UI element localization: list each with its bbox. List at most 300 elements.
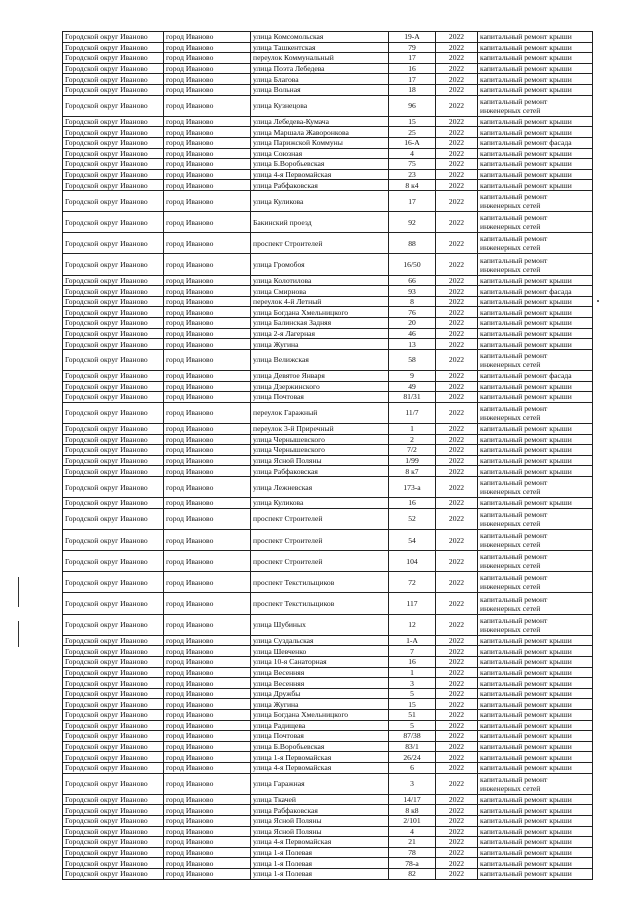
city-cell: город Иваново xyxy=(164,826,251,837)
district-cell: Городской округ Иваново xyxy=(63,63,164,74)
year-cell: 2022 xyxy=(436,667,478,678)
city-cell: город Иваново xyxy=(164,731,251,742)
house-number-cell: 16 xyxy=(389,657,436,668)
table-row xyxy=(63,815,593,826)
table-row xyxy=(63,688,593,699)
city-cell: город Иваново xyxy=(164,180,251,191)
city-cell: город Иваново xyxy=(164,720,251,731)
street-cell: улица Жугина xyxy=(251,339,389,350)
year-cell: 2022 xyxy=(436,731,478,742)
repair-type-cell: капитальный ремонт инженерных сетей xyxy=(478,572,593,593)
repair-type-cell: капитальный ремонт инженерных сетей xyxy=(478,476,593,497)
table-row xyxy=(63,710,593,721)
street-cell: улица Шевченко xyxy=(251,646,389,657)
city-cell: город Иваново xyxy=(164,858,251,869)
house-number-cell: 11/7 xyxy=(389,402,436,423)
district-cell: Городской округ Иваново xyxy=(63,699,164,710)
table-row xyxy=(63,858,593,869)
repair-type-cell: капитальный ремонт крыши xyxy=(478,328,593,339)
table-row xyxy=(63,529,593,550)
district-cell: Городской округ Иваново xyxy=(63,53,164,64)
city-cell: город Иваново xyxy=(164,455,251,466)
repair-type-cell: капитальный ремонт крыши xyxy=(478,275,593,286)
repair-type-cell: капитальный ремонт крыши xyxy=(478,296,593,307)
table-row xyxy=(63,116,593,127)
repair-type-cell: капитальный ремонт крыши xyxy=(478,815,593,826)
street-cell: улица Балинская Задняя xyxy=(251,318,389,329)
street-cell: Бакинский проезд xyxy=(251,212,389,233)
year-cell: 2022 xyxy=(436,710,478,721)
table-row xyxy=(63,296,593,307)
table-row xyxy=(63,773,593,794)
scan-dot xyxy=(597,300,599,302)
district-cell: Городской округ Иваново xyxy=(63,445,164,456)
district-cell: Городской округ Иваново xyxy=(63,307,164,318)
district-cell: Городской округ Иваново xyxy=(63,868,164,879)
city-cell: город Иваново xyxy=(164,614,251,635)
repair-type-cell: капитальный ремонт инженерных сетей xyxy=(478,593,593,614)
house-number-cell: 16 xyxy=(389,63,436,74)
house-number-cell: 3 xyxy=(389,773,436,794)
street-cell: улица Смирнова xyxy=(251,286,389,297)
year-cell: 2022 xyxy=(436,805,478,816)
table-row xyxy=(63,635,593,646)
repair-type-cell: капитальный ремонт крыши xyxy=(478,169,593,180)
street-cell: проспект Строителей xyxy=(251,529,389,550)
city-cell: город Иваново xyxy=(164,657,251,668)
year-cell: 2022 xyxy=(436,371,478,382)
year-cell: 2022 xyxy=(436,74,478,85)
repair-type-cell: капитальный ремонт крыши xyxy=(478,53,593,64)
repair-type-cell: капитальный ремонт крыши xyxy=(478,381,593,392)
table-row xyxy=(63,53,593,64)
table-row xyxy=(63,667,593,678)
table-row xyxy=(63,42,593,53)
table-row xyxy=(63,498,593,509)
table-row xyxy=(63,402,593,423)
house-number-cell: 16/50 xyxy=(389,254,436,275)
district-cell: Городской округ Иваново xyxy=(63,498,164,509)
city-cell: город Иваново xyxy=(164,190,251,211)
district-cell: Городской округ Иваново xyxy=(63,752,164,763)
district-cell: Городской округ Иваново xyxy=(63,84,164,95)
city-cell: город Иваново xyxy=(164,95,251,116)
city-cell: город Иваново xyxy=(164,159,251,170)
repair-type-cell: капитальный ремонт крыши xyxy=(478,445,593,456)
year-cell: 2022 xyxy=(436,42,478,53)
street-cell: улица Рабфаковская xyxy=(251,466,389,477)
table-row xyxy=(63,318,593,329)
house-number-cell: 23 xyxy=(389,169,436,180)
city-cell: город Иваново xyxy=(164,837,251,848)
table-row xyxy=(63,371,593,382)
scan-mark xyxy=(18,577,19,607)
street-cell: улица Радищева xyxy=(251,720,389,731)
year-cell: 2022 xyxy=(436,402,478,423)
table-row xyxy=(63,190,593,211)
street-cell: улица Громобоя xyxy=(251,254,389,275)
table-row xyxy=(63,212,593,233)
repair-type-cell: капитальный ремонт крыши xyxy=(478,805,593,816)
house-number-cell: 173-а xyxy=(389,476,436,497)
district-cell: Городской округ Иваново xyxy=(63,392,164,403)
district-cell: Городской округ Иваново xyxy=(63,116,164,127)
district-cell: Городской округ Иваново xyxy=(63,159,164,170)
district-cell: Городской округ Иваново xyxy=(63,762,164,773)
repair-type-cell: капитальный ремонт крыши xyxy=(478,635,593,646)
street-cell: улица Суздальская xyxy=(251,635,389,646)
repair-type-cell: капитальный ремонт инженерных сетей xyxy=(478,254,593,275)
house-number-cell: 9 xyxy=(389,371,436,382)
street-cell: улица Гаражная xyxy=(251,773,389,794)
table-row xyxy=(63,63,593,74)
street-cell: улица Благова xyxy=(251,74,389,85)
district-cell: Городской округ Иваново xyxy=(63,476,164,497)
district-cell: Городской округ Иваново xyxy=(63,667,164,678)
district-cell: Городской округ Иваново xyxy=(63,773,164,794)
year-cell: 2022 xyxy=(436,773,478,794)
city-cell: город Иваново xyxy=(164,688,251,699)
street-cell: улица Весенняя xyxy=(251,678,389,689)
year-cell: 2022 xyxy=(436,815,478,826)
house-number-cell: 117 xyxy=(389,593,436,614)
street-cell: улица Чернышевского xyxy=(251,445,389,456)
house-number-cell: 72 xyxy=(389,572,436,593)
city-cell: город Иваново xyxy=(164,381,251,392)
street-cell: улица Ткачей xyxy=(251,794,389,805)
house-number-cell: 5 xyxy=(389,720,436,731)
table-row xyxy=(63,32,593,43)
house-number-cell: 12 xyxy=(389,614,436,635)
street-cell: улица Вольная xyxy=(251,84,389,95)
street-cell: улица Жугина xyxy=(251,699,389,710)
district-cell: Городской округ Иваново xyxy=(63,434,164,445)
district-cell: Городской округ Иваново xyxy=(63,720,164,731)
table-row xyxy=(63,349,593,370)
city-cell: город Иваново xyxy=(164,32,251,43)
street-cell: переулок 4-й Летный xyxy=(251,296,389,307)
house-number-cell: 26/24 xyxy=(389,752,436,763)
city-cell: город Иваново xyxy=(164,466,251,477)
district-cell: Городской округ Иваново xyxy=(63,508,164,529)
district-cell: Городской округ Иваново xyxy=(63,826,164,837)
district-cell: Городской округ Иваново xyxy=(63,614,164,635)
city-cell: город Иваново xyxy=(164,868,251,879)
repair-type-cell: капитальный ремонт крыши xyxy=(478,741,593,752)
year-cell: 2022 xyxy=(436,233,478,254)
year-cell: 2022 xyxy=(436,508,478,529)
street-cell: улица Ташкентская xyxy=(251,42,389,53)
house-number-cell: 54 xyxy=(389,529,436,550)
house-number-cell: 52 xyxy=(389,508,436,529)
table-row xyxy=(63,381,593,392)
house-number-cell: 16-А xyxy=(389,137,436,148)
year-cell: 2022 xyxy=(436,847,478,858)
street-cell: улица 4-я Первомайская xyxy=(251,762,389,773)
house-number-cell: 81/31 xyxy=(389,392,436,403)
year-cell: 2022 xyxy=(436,593,478,614)
house-number-cell: 82 xyxy=(389,868,436,879)
street-cell: улица Кузнецова xyxy=(251,95,389,116)
street-cell: улица Почтовая xyxy=(251,392,389,403)
street-cell: улица Куликова xyxy=(251,190,389,211)
street-cell: переулок Гаражный xyxy=(251,402,389,423)
city-cell: город Иваново xyxy=(164,773,251,794)
table-row xyxy=(63,455,593,466)
year-cell: 2022 xyxy=(436,212,478,233)
year-cell: 2022 xyxy=(436,752,478,763)
year-cell: 2022 xyxy=(436,455,478,466)
street-cell: переулок Коммунальный xyxy=(251,53,389,64)
year-cell: 2022 xyxy=(436,635,478,646)
city-cell: город Иваново xyxy=(164,635,251,646)
table-row xyxy=(63,328,593,339)
table-row xyxy=(63,275,593,286)
table-row xyxy=(63,339,593,350)
district-cell: Городской округ Иваново xyxy=(63,127,164,138)
repair-type-cell: капитальный ремонт инженерных сетей xyxy=(478,529,593,550)
district-cell: Городской округ Иваново xyxy=(63,190,164,211)
year-cell: 2022 xyxy=(436,307,478,318)
year-cell: 2022 xyxy=(436,275,478,286)
year-cell: 2022 xyxy=(436,296,478,307)
table-row xyxy=(63,551,593,572)
district-cell: Городской округ Иваново xyxy=(63,137,164,148)
house-number-cell: 8 к8 xyxy=(389,805,436,816)
table-row xyxy=(63,678,593,689)
repair-type-cell: капитальный ремонт инженерных сетей xyxy=(478,190,593,211)
house-number-cell: 19-А xyxy=(389,32,436,43)
year-cell: 2022 xyxy=(436,762,478,773)
city-cell: город Иваново xyxy=(164,286,251,297)
street-cell: улица 4-я Первомайская xyxy=(251,169,389,180)
year-cell: 2022 xyxy=(436,95,478,116)
repair-type-cell: капитальный ремонт крыши xyxy=(478,127,593,138)
year-cell: 2022 xyxy=(436,498,478,509)
house-number-cell: 7 xyxy=(389,646,436,657)
house-number-cell: 17 xyxy=(389,53,436,64)
street-cell: улица 4-я Первомайская xyxy=(251,837,389,848)
city-cell: город Иваново xyxy=(164,445,251,456)
city-cell: город Иваново xyxy=(164,42,251,53)
repair-type-cell: капитальный ремонт инженерных сетей xyxy=(478,508,593,529)
repair-type-cell: капитальный ремонт крыши xyxy=(478,752,593,763)
table-row xyxy=(63,84,593,95)
year-cell: 2022 xyxy=(436,699,478,710)
year-cell: 2022 xyxy=(436,476,478,497)
district-cell: Городской округ Иваново xyxy=(63,296,164,307)
house-number-cell: 92 xyxy=(389,212,436,233)
repair-type-cell: капитальный ремонт крыши xyxy=(478,423,593,434)
city-cell: город Иваново xyxy=(164,699,251,710)
table-row xyxy=(63,837,593,848)
registry-body xyxy=(63,32,593,880)
city-cell: город Иваново xyxy=(164,667,251,678)
city-cell: город Иваново xyxy=(164,307,251,318)
house-number-cell: 4 xyxy=(389,148,436,159)
city-cell: город Иваново xyxy=(164,371,251,382)
repair-type-cell: капитальный ремонт крыши xyxy=(478,307,593,318)
district-cell: Городской округ Иваново xyxy=(63,381,164,392)
repair-type-cell: капитальный ремонт инженерных сетей xyxy=(478,773,593,794)
year-cell: 2022 xyxy=(436,116,478,127)
repair-type-cell: капитальный ремонт крыши xyxy=(478,455,593,466)
district-cell: Городской округ Иваново xyxy=(63,688,164,699)
table-row xyxy=(63,392,593,403)
table-row xyxy=(63,593,593,614)
repair-type-cell: капитальный ремонт крыши xyxy=(478,826,593,837)
table-row xyxy=(63,95,593,116)
repair-type-cell: капитальный ремонт инженерных сетей xyxy=(478,349,593,370)
street-cell: улица 2-я Лагерная xyxy=(251,328,389,339)
house-number-cell: 18 xyxy=(389,84,436,95)
year-cell: 2022 xyxy=(436,572,478,593)
city-cell: город Иваново xyxy=(164,318,251,329)
year-cell: 2022 xyxy=(436,148,478,159)
street-cell: улица Велижская xyxy=(251,349,389,370)
district-cell: Городской округ Иваново xyxy=(63,318,164,329)
street-cell: улица Богдана Хмельницкого xyxy=(251,710,389,721)
city-cell: город Иваново xyxy=(164,815,251,826)
year-cell: 2022 xyxy=(436,392,478,403)
district-cell: Городской округ Иваново xyxy=(63,42,164,53)
table-row xyxy=(63,423,593,434)
table-row xyxy=(63,699,593,710)
district-cell: Городской округ Иваново xyxy=(63,815,164,826)
city-cell: город Иваново xyxy=(164,169,251,180)
table-row xyxy=(63,254,593,275)
repair-type-cell: капитальный ремонт крыши xyxy=(478,699,593,710)
house-number-cell: 78-а xyxy=(389,858,436,869)
district-cell: Городской округ Иваново xyxy=(63,254,164,275)
repair-type-cell: капитальный ремонт крыши xyxy=(478,318,593,329)
table-row xyxy=(63,508,593,529)
repair-type-cell: капитальный ремонт крыши xyxy=(478,434,593,445)
city-cell: город Иваново xyxy=(164,328,251,339)
year-cell: 2022 xyxy=(436,32,478,43)
city-cell: город Иваново xyxy=(164,349,251,370)
district-cell: Городской округ Иваново xyxy=(63,32,164,43)
city-cell: город Иваново xyxy=(164,392,251,403)
table-row xyxy=(63,572,593,593)
repair-type-cell: капитальный ремонт крыши xyxy=(478,148,593,159)
street-cell: улица Б.Воробьевская xyxy=(251,741,389,752)
house-number-cell: 58 xyxy=(389,349,436,370)
district-cell: Городской округ Иваново xyxy=(63,402,164,423)
year-cell: 2022 xyxy=(436,190,478,211)
repair-type-cell: капитальный ремонт крыши xyxy=(478,32,593,43)
district-cell: Городской округ Иваново xyxy=(63,741,164,752)
street-cell: улица Весенняя xyxy=(251,667,389,678)
district-cell: Городской округ Иваново xyxy=(63,529,164,550)
house-number-cell: 49 xyxy=(389,381,436,392)
district-cell: Городской округ Иваново xyxy=(63,678,164,689)
city-cell: город Иваново xyxy=(164,741,251,752)
year-cell: 2022 xyxy=(436,254,478,275)
repair-type-cell: капитальный ремонт инженерных сетей xyxy=(478,614,593,635)
street-cell: улица Шубиных xyxy=(251,614,389,635)
house-number-cell: 75 xyxy=(389,159,436,170)
house-number-cell: 46 xyxy=(389,328,436,339)
street-cell: улица Лежневская xyxy=(251,476,389,497)
repair-type-cell: капитальный ремонт крыши xyxy=(478,159,593,170)
street-cell: улица Рабфаковская xyxy=(251,180,389,191)
house-number-cell: 88 xyxy=(389,233,436,254)
street-cell: улица Союзная xyxy=(251,148,389,159)
house-number-cell: 17 xyxy=(389,190,436,211)
house-number-cell: 13 xyxy=(389,339,436,350)
table-row xyxy=(63,646,593,657)
table-row xyxy=(63,826,593,837)
table-row xyxy=(63,233,593,254)
repair-type-cell: капитальный ремонт инженерных сетей xyxy=(478,233,593,254)
city-cell: город Иваново xyxy=(164,127,251,138)
street-cell: улица Маршала Жаворонкова xyxy=(251,127,389,138)
house-number-cell: 2/101 xyxy=(389,815,436,826)
table-row xyxy=(63,657,593,668)
street-cell: улица Ясной Поляны xyxy=(251,815,389,826)
city-cell: город Иваново xyxy=(164,710,251,721)
house-number-cell: 8 к7 xyxy=(389,466,436,477)
house-number-cell: 15 xyxy=(389,699,436,710)
house-number-cell: 21 xyxy=(389,837,436,848)
house-number-cell: 1 xyxy=(389,423,436,434)
table-row xyxy=(63,127,593,138)
street-cell: улица Комсомольская xyxy=(251,32,389,43)
street-cell: улица Девятое Января xyxy=(251,371,389,382)
city-cell: город Иваново xyxy=(164,53,251,64)
year-cell: 2022 xyxy=(436,741,478,752)
year-cell: 2022 xyxy=(436,318,478,329)
house-number-cell: 51 xyxy=(389,710,436,721)
city-cell: город Иваново xyxy=(164,233,251,254)
house-number-cell: 6 xyxy=(389,762,436,773)
city-cell: город Иваново xyxy=(164,254,251,275)
city-cell: город Иваново xyxy=(164,423,251,434)
repair-type-cell: капитальный ремонт крыши xyxy=(478,858,593,869)
house-number-cell: 1 xyxy=(389,667,436,678)
repair-type-cell: капитальный ремонт крыши xyxy=(478,667,593,678)
district-cell: Городской округ Иваново xyxy=(63,572,164,593)
year-cell: 2022 xyxy=(436,63,478,74)
repair-registry-table xyxy=(62,31,593,880)
repair-type-cell: капитальный ремонт крыши xyxy=(478,678,593,689)
table-row xyxy=(63,794,593,805)
house-number-cell: 20 xyxy=(389,318,436,329)
city-cell: город Иваново xyxy=(164,296,251,307)
city-cell: город Иваново xyxy=(164,275,251,286)
street-cell: проспект Текстильщиков xyxy=(251,593,389,614)
district-cell: Городской округ Иваново xyxy=(63,858,164,869)
district-cell: Городской округ Иваново xyxy=(63,731,164,742)
city-cell: город Иваново xyxy=(164,74,251,85)
district-cell: Городской округ Иваново xyxy=(63,95,164,116)
repair-type-cell: капитальный ремонт инженерных сетей xyxy=(478,551,593,572)
city-cell: город Иваново xyxy=(164,593,251,614)
table-row xyxy=(63,445,593,456)
district-cell: Городской округ Иваново xyxy=(63,180,164,191)
street-cell: улица Рабфаковская xyxy=(251,805,389,816)
house-number-cell: 83/1 xyxy=(389,741,436,752)
table-row xyxy=(63,74,593,85)
street-cell: улица Куликова xyxy=(251,498,389,509)
repair-type-cell: капитальный ремонт крыши xyxy=(478,710,593,721)
district-cell: Городской округ Иваново xyxy=(63,286,164,297)
city-cell: город Иваново xyxy=(164,402,251,423)
district-cell: Городской округ Иваново xyxy=(63,328,164,339)
house-number-cell: 76 xyxy=(389,307,436,318)
table-row xyxy=(63,741,593,752)
